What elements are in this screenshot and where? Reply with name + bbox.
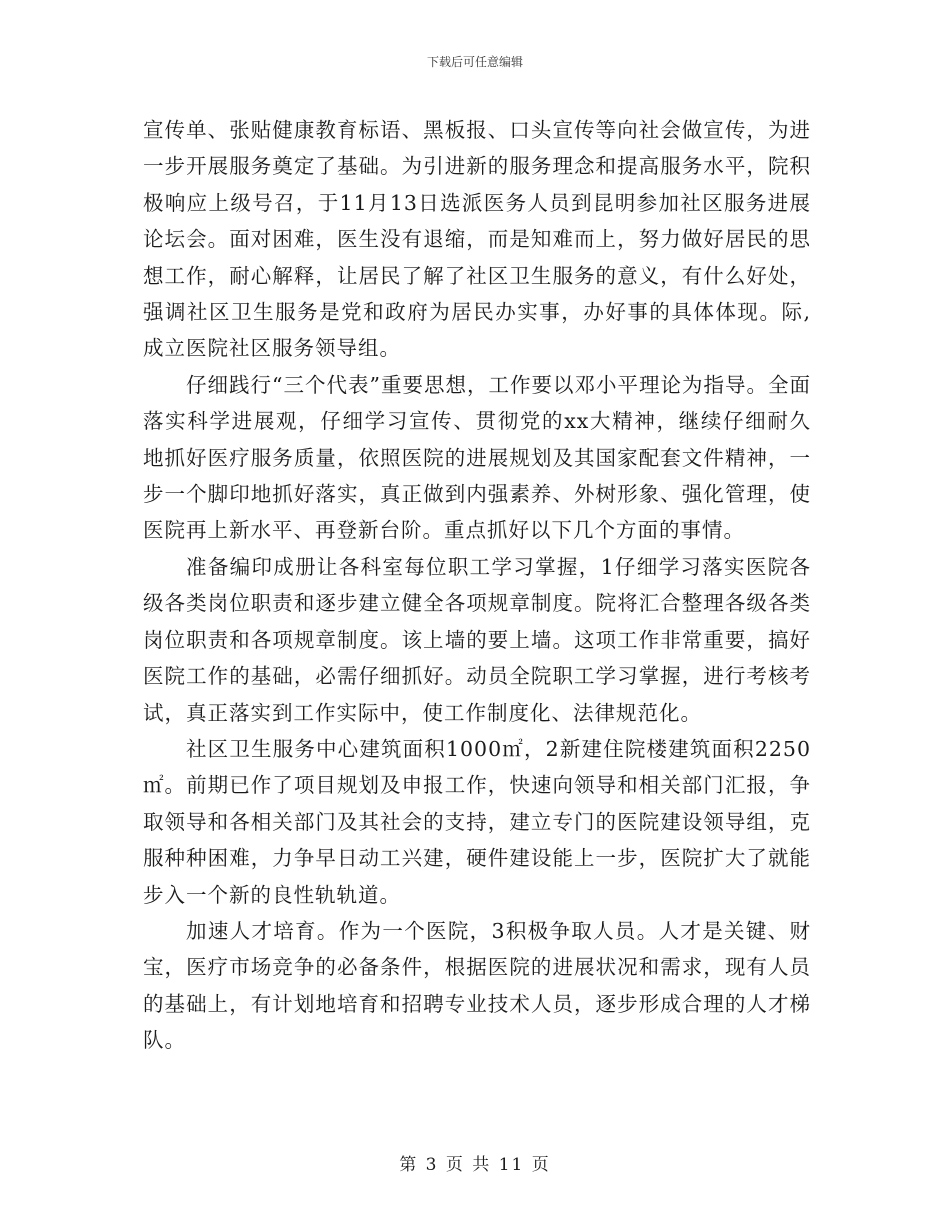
document-body bbox=[143, 112, 811, 1059]
paragraph-job-responsibilities: 准备编印成册让各科室每位职工学习掌握，1仔细学习落实医院各级各类岗位职责和逐步建立健全各项规章制度。院将汇合整理各级各类岗位职责和各项规章制度。该上墙的要上墙。这项工作非常重要，搞好医院工作的基础，必需仔细抓好。动员全院职工学习掌握，进行考核考试，真正落实到工作实际中，使工作制度化、法律规范化。 bbox=[143, 554, 811, 725]
paragraph-building-construction: 社区卫生服务中心建筑面积1000㎡，2新建住院楼建筑面积2250㎡。前期已作了项目规划及申报工作，快速向领导和相关部门汇报，争取领导和各相关部门及其社会的支持，建立专门的医院建设领导组，克服种种困难，力争早日动工兴建，硬件建设能上一步，医院扩大了就能步入一个新的良性轨轨道。 bbox=[143, 736, 811, 907]
paragraph-talent-cultivation: 加速人才培育。作为一个医院，3积极争取人员。人才是关键、财宝，医疗市场竞争的必备条件，根据医院的进展状况和需求，现有人员的基础上，有计划地培育和招聘专业技术人员，逐步形成合理的人才梯队。 bbox=[143, 918, 811, 1053]
page-header: 下载后可任意编辑 bbox=[426, 55, 523, 69]
page-number: 第 3 页 共 11 页 bbox=[399, 1155, 551, 1175]
paragraph-continuation: 宣传单、张贴健康教育标语、黑板报、口头宣传等向社会做宣传，为进一步开展服务奠定了基础。为引进新的服务理念和提高服务水平，院积极响应上级号召，于11月13日选派医务人员到昆明参加社区服务进展论坛会。面对困难，医生没有退缩，而是知难而上，努力做好居民的思想工作，耐心解释，让居民了解了社区卫生服务的意义，有什么好处，强调社区卫生服务是党和政府为居民办实事，办好事的具体体现。际,成立医院社区服务领导组。 bbox=[143, 118, 811, 361]
paragraph-guiding-thought: 仔细践行“三个代表”重要思想，工作要以邓小平理论为指导。全面落实科学进展观，仔细学习宣传、贯彻党的xx大精神，继续仔细耐久地抓好医疗服务质量，依照医院的进展规划及其国家配套文件精神，一步一个脚印地抓好落实，真正做到内强素养、外树形象、强化管理，使医院再上新水平、再登新台阶。重点抓好以下几个方面的事情。 bbox=[143, 372, 811, 543]
